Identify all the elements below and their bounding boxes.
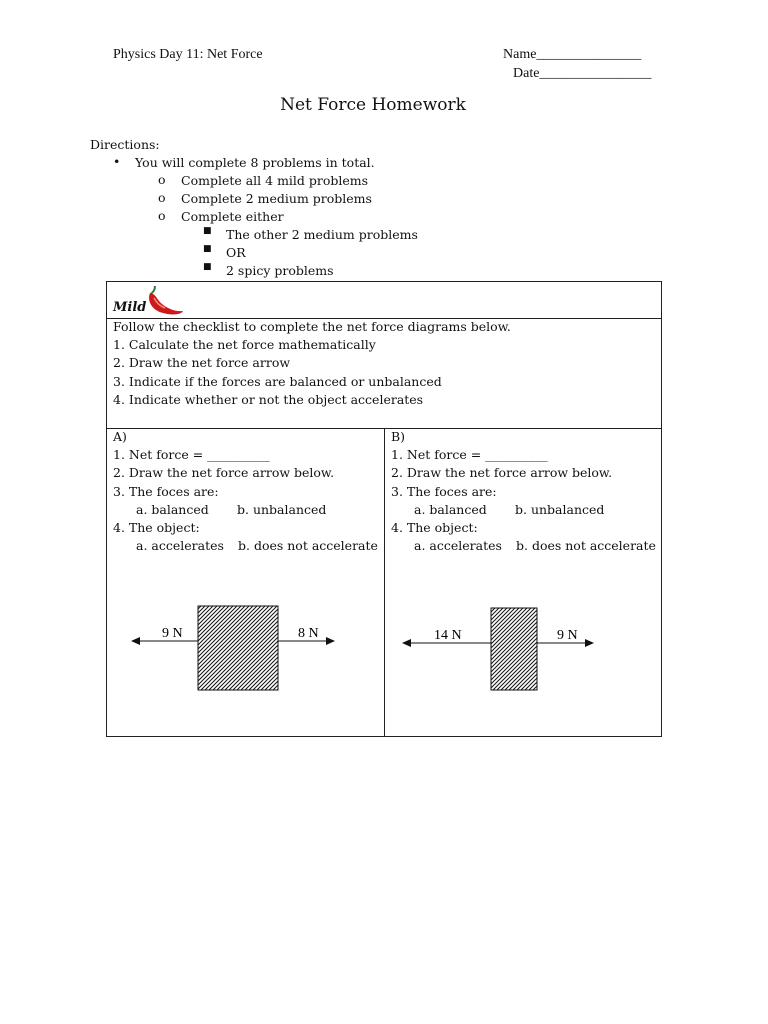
bullet-circle-icon: o (158, 172, 166, 187)
option-unbalanced[interactable]: b. unbalanced (515, 502, 605, 517)
direction-sub-1: Complete all 4 mild problems (181, 173, 369, 188)
right-arrowhead-icon (326, 637, 335, 645)
left-force-label: 9 N (162, 626, 183, 641)
left-arrowhead-icon (131, 637, 140, 645)
bullet-circle-icon: o (158, 190, 166, 205)
option-accelerates[interactable]: a. accelerates (136, 538, 224, 553)
problem-label: B) (391, 429, 406, 444)
problem-b (391, 428, 612, 501)
object-block (198, 606, 278, 690)
name-field[interactable]: Name_______________ (503, 47, 642, 62)
right-force-label: 8 N (298, 626, 319, 641)
bullet-square-icon: ■ (203, 262, 212, 272)
left-arrowhead-icon (402, 639, 411, 647)
direction-subsub-1: The other 2 medium problems (226, 227, 418, 242)
bullet-disc-icon: • (113, 154, 121, 169)
directions-heading: Directions: (90, 137, 160, 152)
net-force-answer[interactable]: 1. Net force = __________ (113, 447, 270, 463)
checklist-item-4: 4. Indicate whether or not the object accelerates (113, 391, 424, 407)
bullet-square-icon: ■ (203, 244, 212, 254)
object-question: 4. The object: (391, 520, 478, 535)
direction-main: You will complete 8 problems in total. (135, 155, 375, 170)
page-title: Net Force Homework (280, 95, 466, 115)
problem-a (113, 428, 334, 501)
net-force-answer[interactable]: 1. Net force = __________ (391, 447, 548, 463)
checklist-item-2: 2. Draw the net force arrow (113, 355, 291, 371)
left-force-label: 14 N (434, 628, 462, 643)
checklist-intro: Follow the checklist to complete the net force diagrams below. (113, 319, 511, 334)
option-does-not-accelerate[interactable]: b. does not accelerate (516, 538, 656, 553)
direction-sub-3: Complete either (181, 209, 284, 224)
direction-subsub-3: 2 spicy problems (226, 263, 334, 278)
option-accelerates[interactable]: a. accelerates (414, 538, 502, 553)
option-balanced[interactable]: a. balanced (136, 502, 209, 517)
option-unbalanced[interactable]: b. unbalanced (237, 502, 327, 517)
draw-arrow-instruction: 2. Draw the net force arrow below. (391, 465, 613, 481)
chili-pepper-icon (145, 282, 185, 318)
direction-sub-2: Complete 2 medium problems (181, 191, 372, 206)
column-divider (384, 428, 385, 736)
checklist (113, 318, 511, 409)
draw-arrow-instruction: 2. Draw the net force arrow below. (113, 465, 335, 481)
bullet-square-icon: ■ (203, 226, 212, 236)
mild-problems-table (106, 281, 662, 737)
checklist-item-1: 1. Calculate the net force mathematically (113, 337, 376, 353)
direction-subsub-2: OR (226, 245, 246, 260)
object-block (491, 608, 537, 690)
option-balanced[interactable]: a. balanced (414, 502, 487, 517)
force-diagram-a (127, 604, 342, 692)
forces-question: 3. The foces are: (113, 483, 219, 499)
forces-question: 3. The foces are: (391, 483, 497, 499)
checklist-item-3: 3. Indicate if the forces are balanced or unbalanced (113, 373, 442, 389)
date-field[interactable]: Date________________ (513, 66, 652, 81)
mild-label: Mild (113, 300, 147, 315)
force-diagram-b (397, 606, 602, 694)
problem-label: A) (113, 429, 127, 444)
bullet-circle-icon: o (158, 208, 166, 223)
course-header: Physics Day 11: Net Force (113, 47, 263, 62)
right-force-label: 9 N (557, 628, 578, 643)
object-question: 4. The object: (113, 520, 200, 535)
right-arrowhead-icon (585, 639, 594, 647)
option-does-not-accelerate[interactable]: b. does not accelerate (238, 538, 378, 553)
